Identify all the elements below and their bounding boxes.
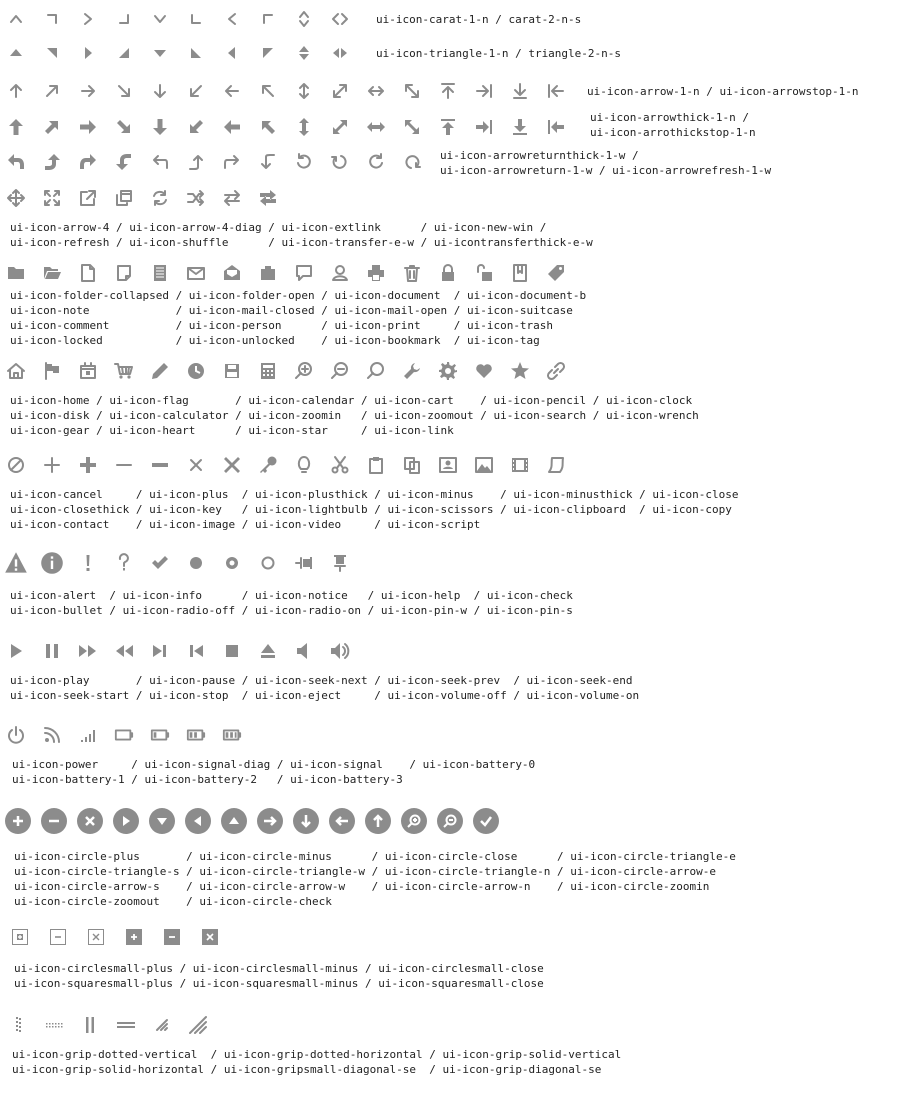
misc-arrows-icon-row [4,185,292,211]
battery-2-icon [184,723,208,747]
arrowrefresh-1-n-icon [328,150,352,174]
arrowreturnthick-1-s-icon [112,150,136,174]
arrow-1-w-icon [220,79,244,103]
grip-dotted-horizontal-icon [42,1013,66,1037]
squaresmall-plus-icon [126,929,142,945]
alert-icon [4,551,28,575]
arrowthick-1-s-icon [148,115,172,139]
arrow-section [0,76,898,106]
misc-arrows-section [0,185,898,251]
clipboard-icon [364,453,388,477]
minus-icon [112,453,136,477]
carat-1-n-icon [4,7,28,31]
arrowthick-1-ne-icon [40,115,64,139]
folder-collapsed-icon [4,261,28,285]
arrowthick-1-sw-icon [184,115,208,139]
new-win-icon [112,186,136,210]
arrowthick-1-w-icon [220,115,244,139]
folder-open-icon [40,261,64,285]
triangle-1-s-icon [148,41,172,65]
pin-s-icon [328,551,352,575]
grip-dotted-vertical-icon [6,1013,30,1037]
files-icon-row [4,260,580,286]
power-icon [4,723,28,747]
circle-zoomin-icon [401,808,427,834]
squaresmall-close-icon [202,929,218,945]
triangle-1-e-icon [76,41,100,65]
help-icon [112,551,136,575]
closethick-icon [220,453,244,477]
eject-icon [256,639,280,663]
suitcase-icon [256,261,280,285]
grip-row-label: ui-icon-grip-dotted-vertical / ui-icon-grip-dotted-horizontal / ui-icon-grip-solid-vertical ui-icon-grip-solid-horizontal / ui-icon-gripsmall-diagonal-se / ui-icon-grip-diagonal-se [12,1048,622,1076]
circle-triangle-e-icon [113,808,139,834]
carat-2-n-s-icon [292,7,316,31]
circle-triangle-n-icon [221,808,247,834]
carat-2-e-w-icon [328,7,352,31]
triangle-1-w-icon [220,41,244,65]
circlesmall-minus-icon [50,929,66,945]
circle-arrow-s-icon [293,808,319,834]
triangle-1-se-icon [112,41,136,65]
triangle-1-sw-icon [184,41,208,65]
home-row-label: ui-icon-home / ui-icon-flag / ui-icon-calendar / ui-icon-cart / ui-icon-pencil / ui-icon-clock ui-icon-disk / ui-icon-calculator / ui-icon-zoomin / ui-icon-zoomout / ui-icon-search / ui-icon-wrench ui-icon-gear / ui-icon-heart / ui-icon-star / ui-icon-link [10,394,699,437]
arrow-4-icon [4,186,28,210]
minusthick-icon [148,453,172,477]
cart-icon [112,359,136,383]
media-icon-row [4,638,364,664]
radio-off-icon [220,551,244,575]
image-icon [472,453,496,477]
heart-icon [472,359,496,383]
cancel-icon-row [4,452,580,478]
check-icon [148,551,172,575]
circle-arrow-w-icon [329,808,355,834]
circle-plus-icon [5,808,31,834]
small-row-label: ui-icon-circlesmall-plus / ui-icon-circlesmall-minus / ui-icon-circlesmall-close ui-icon-squaresmall-plus / ui-icon-squaresmall-minus / ui-icon-squaresmall-close [14,962,544,990]
mail-closed-icon [184,261,208,285]
arrowthickstop-1-w-icon [544,115,568,139]
arrow-1-ne-icon [40,79,64,103]
link-icon [544,359,568,383]
triangle-1-nw-icon [256,41,280,65]
scissors-icon [328,453,352,477]
arrowreturn-icon-row [4,149,436,175]
arrow-1-n-icon [4,79,28,103]
plusthick-icon [76,453,100,477]
arrowreturnthick-1-e-icon [76,150,100,174]
arrow-1-se-icon [112,79,136,103]
arrowstop-1-s-icon [508,79,532,103]
seek-end-icon [148,639,172,663]
power-icon-row [4,722,256,748]
carat-section [0,4,898,34]
carat-1-se-icon [112,7,136,31]
arrowthickstop-1-s-icon [508,115,532,139]
calculator-icon [256,359,280,383]
arrowreturn-1-s-icon [256,150,280,174]
circle-row-label: ui-icon-circle-plus / ui-icon-circle-minus / ui-icon-circle-close / ui-icon-circle-triangle-e ui-icon-circle-triangle-s / ui-icon-circle-triangle-w / ui-icon-circle-triangle-n / ui-icon-circle-arrow-e ui-icon-circle-arrow-s / ui-icon-circle-arrow-w / ui-icon-circle-arrow-n / ui-icon-circle-zoomin ui-icon-circle-zoomout / ui-icon-circle-check [14,850,736,908]
pencil-icon [148,359,172,383]
arrowrefresh-1-w-icon [292,150,316,174]
battery-3-icon [220,723,244,747]
power-row-label: ui-icon-power / ui-icon-signal-diag / ui-icon-signal / ui-icon-battery-0 ui-icon-battery-1 / ui-icon-battery-2 / ui-icon-battery-3 [12,758,536,786]
carat-1-w-icon [220,7,244,31]
arrowstop-1-n-icon [436,79,460,103]
circle-triangle-w-icon [185,808,211,834]
arrow-icon-row [4,78,580,104]
circle-icon-row [5,808,509,834]
radio-on-icon [256,551,280,575]
star-icon [508,359,532,383]
carat-1-s-icon [148,7,172,31]
battery-1-icon [148,723,172,747]
battery-0-icon [112,723,136,747]
mail-open-icon [220,261,244,285]
arrowstop-1-e-icon [472,79,496,103]
files-section [0,260,898,350]
arrow-4-diag-icon [40,186,64,210]
power-section [0,720,898,790]
triangle-1-ne-icon [40,41,64,65]
disk-icon [220,359,244,383]
script-icon [544,453,568,477]
cancel-row-label: ui-icon-cancel / ui-icon-plus / ui-icon-plusthick / ui-icon-minus / ui-icon-minusthick / ui-icon-close ui-icon-closethick / ui-icon-key / ui-icon-lightbulb / ui-icon-scissors / ui-icon-clipboard / ui-icon-copy ui-icon-contact / ui-icon-image / ui-icon-video / ui-icon-script [10,488,739,531]
arrow-1-nw-icon [256,79,280,103]
arrowreturn-1-w-icon [148,150,172,174]
alert-row-label: ui-icon-alert / ui-icon-info / ui-icon-notice / ui-icon-help / ui-icon-check ui-icon-bullet / ui-icon-radio-off / ui-icon-radio-on / ui-icon-pin-w / ui-icon-pin-s [10,589,573,617]
alert-section [0,548,898,618]
signal-icon [76,723,100,747]
misc-arrows-row-label: ui-icon-arrow-4 / ui-icon-arrow-4-diag / ui-icon-extlink / ui-icon-new-win / ui-icon-refresh / ui-icon-shuffle / ui-icon-transfer-e-w / ui-icontransferthick-e-w [10,221,593,249]
stop-icon [220,639,244,663]
zoomin-icon [292,359,316,383]
flag-icon [40,359,64,383]
seek-prev-icon [112,639,136,663]
cancel-section [0,450,898,532]
arrowthick-1-n-icon [4,115,28,139]
carat-icon-row [4,6,364,32]
grip-icon-row [6,1012,222,1038]
triangle-2-e-w-icon [328,41,352,65]
search-icon [364,359,388,383]
circle-arrow-e-icon [257,808,283,834]
grip-diagonal-se-icon [186,1013,210,1037]
carat-1-sw-icon [184,7,208,31]
volume-off-icon [292,639,316,663]
triangle-section [0,38,898,68]
carat-1-e-icon [76,7,100,31]
arrowthick-2-e-w-icon [364,115,388,139]
zoomout-icon [328,359,352,383]
arrowthick-1-e-icon [76,115,100,139]
extlink-icon [76,186,100,210]
triangle-icon-row [4,40,364,66]
arrowthick-icon-row [4,114,580,140]
grip-solid-vertical-icon [78,1013,102,1037]
circle-arrow-n-icon [365,808,391,834]
media-row-label: ui-icon-play / ui-icon-pause / ui-icon-seek-next / ui-icon-seek-prev / ui-icon-seek-end ui-icon-seek-start / ui-icon-stop / ui-icon-eject / ui-icon-volume-off / ui-icon-volume-on [10,674,640,702]
grip-solid-horizontal-icon [114,1013,138,1037]
seek-next-icon [76,639,100,663]
circle-section [0,806,898,906]
signal-diag-icon [40,723,64,747]
document-icon [76,261,100,285]
arrowthick-2-n-s-icon [292,115,316,139]
print-icon [364,261,388,285]
grip-section [0,1010,898,1084]
transfer-e-w-icon [220,186,244,210]
home-icon-row [4,358,580,384]
clock-icon [184,359,208,383]
circlesmall-plus-icon [12,929,28,945]
arrow-2-ne-sw-icon [328,79,352,103]
copy-icon [400,453,424,477]
calendar-icon [76,359,100,383]
arrowthick-1-se-icon [112,115,136,139]
arrowthick-2-ne-sw-icon [328,115,352,139]
notice-icon [76,551,100,575]
circle-check-icon [473,808,499,834]
small-section [0,924,898,994]
arrowreturnthick-1-n-icon [40,150,64,174]
trash-icon [400,261,424,285]
triangle-row-label: ui-icon-triangle-1-n / triangle-2-n-s [376,47,622,60]
bookmark-icon [508,261,532,285]
arrow-1-sw-icon [184,79,208,103]
plus-icon [40,453,64,477]
comment-icon [292,261,316,285]
arrow-1-e-icon [76,79,100,103]
files-row-label: ui-icon-folder-collapsed / ui-icon-folder-open / ui-icon-document / ui-icon-document-b ui-icon-note / ui-icon-mail-closed / ui-icon-mail-open / ui-icon-suitcase ui-icon-comment / ui-icon-person / ui-icon-print / ui-icon-trash ui-icon-locked / ui-icon-unlocked / ui-icon-bookmark / ui-icon-tag [10,289,587,347]
arrowstop-1-w-icon [544,79,568,103]
document-b-icon [112,261,136,285]
arrowreturn-row-label: ui-icon-arrowreturnthick-1-w / ui-icon-arrowreturn-1-w / ui-icon-arrowrefresh-1-w [440,149,772,177]
arrowthick-row-label: ui-icon-arrowthick-1-n / ui-icon-arrothickstop-1-n [590,111,756,139]
seek-start-icon [184,639,208,663]
shuffle-icon [184,186,208,210]
pause-icon [40,639,64,663]
media-section [0,636,898,702]
gripsmall-diagonal-se-icon [150,1013,174,1037]
unlocked-icon [472,261,496,285]
contact-icon [436,453,460,477]
squaresmall-minus-icon [164,929,180,945]
pin-w-icon [292,551,316,575]
arrowthick-1-nw-icon [256,115,280,139]
refresh-icon [148,186,172,210]
person-icon [328,261,352,285]
arrow-1-s-icon [148,79,172,103]
lightbulb-icon [292,453,316,477]
circle-close-icon [77,808,103,834]
circle-minus-icon [41,808,67,834]
gear-icon [436,359,460,383]
cancel-icon [4,453,28,477]
home-section [0,358,898,440]
arrowreturn-1-n-icon [184,150,208,174]
alert-icon-row [4,550,364,576]
arrow-2-n-s-icon [292,79,316,103]
triangle-2-n-s-icon [292,41,316,65]
arrowreturn-1-e-icon [220,150,244,174]
arrowthickstop-1-e-icon [472,115,496,139]
bullet-icon [184,551,208,575]
key-icon [256,453,280,477]
carat-1-ne-icon [40,7,64,31]
transferthick-e-w-icon [256,186,280,210]
arrow-2-se-nw-icon [400,79,424,103]
arrowthick-section [0,110,898,144]
locked-icon [436,261,460,285]
triangle-1-n-icon [4,41,28,65]
video-icon [508,453,532,477]
circle-triangle-s-icon [149,808,175,834]
arrowreturnthick-1-w-icon [4,150,28,174]
arrowthickstop-1-n-icon [436,115,460,139]
arrow-row-label: ui-icon-arrow-1-n / ui-icon-arrowstop-1-n [587,85,859,98]
volume-on-icon [328,639,352,663]
close-icon [184,453,208,477]
circlesmall-close-icon [88,929,104,945]
tag-icon [544,261,568,285]
play-icon [4,639,28,663]
circle-zoomout-icon [437,808,463,834]
arrowrefresh-1-e-icon [364,150,388,174]
arrowthick-2-se-nw-icon [400,115,424,139]
small-icon-row [12,924,240,950]
carat-1-nw-icon [256,7,280,31]
arrow-2-e-w-icon [364,79,388,103]
arrowrefresh-1-s-icon [400,150,424,174]
carat-row-label: ui-icon-carat-1-n / carat-2-n-s [376,13,582,26]
wrench-icon [400,359,424,383]
home-icon [4,359,28,383]
note-icon [148,261,172,285]
info-icon [40,551,64,575]
arrowreturn-section [0,147,898,181]
